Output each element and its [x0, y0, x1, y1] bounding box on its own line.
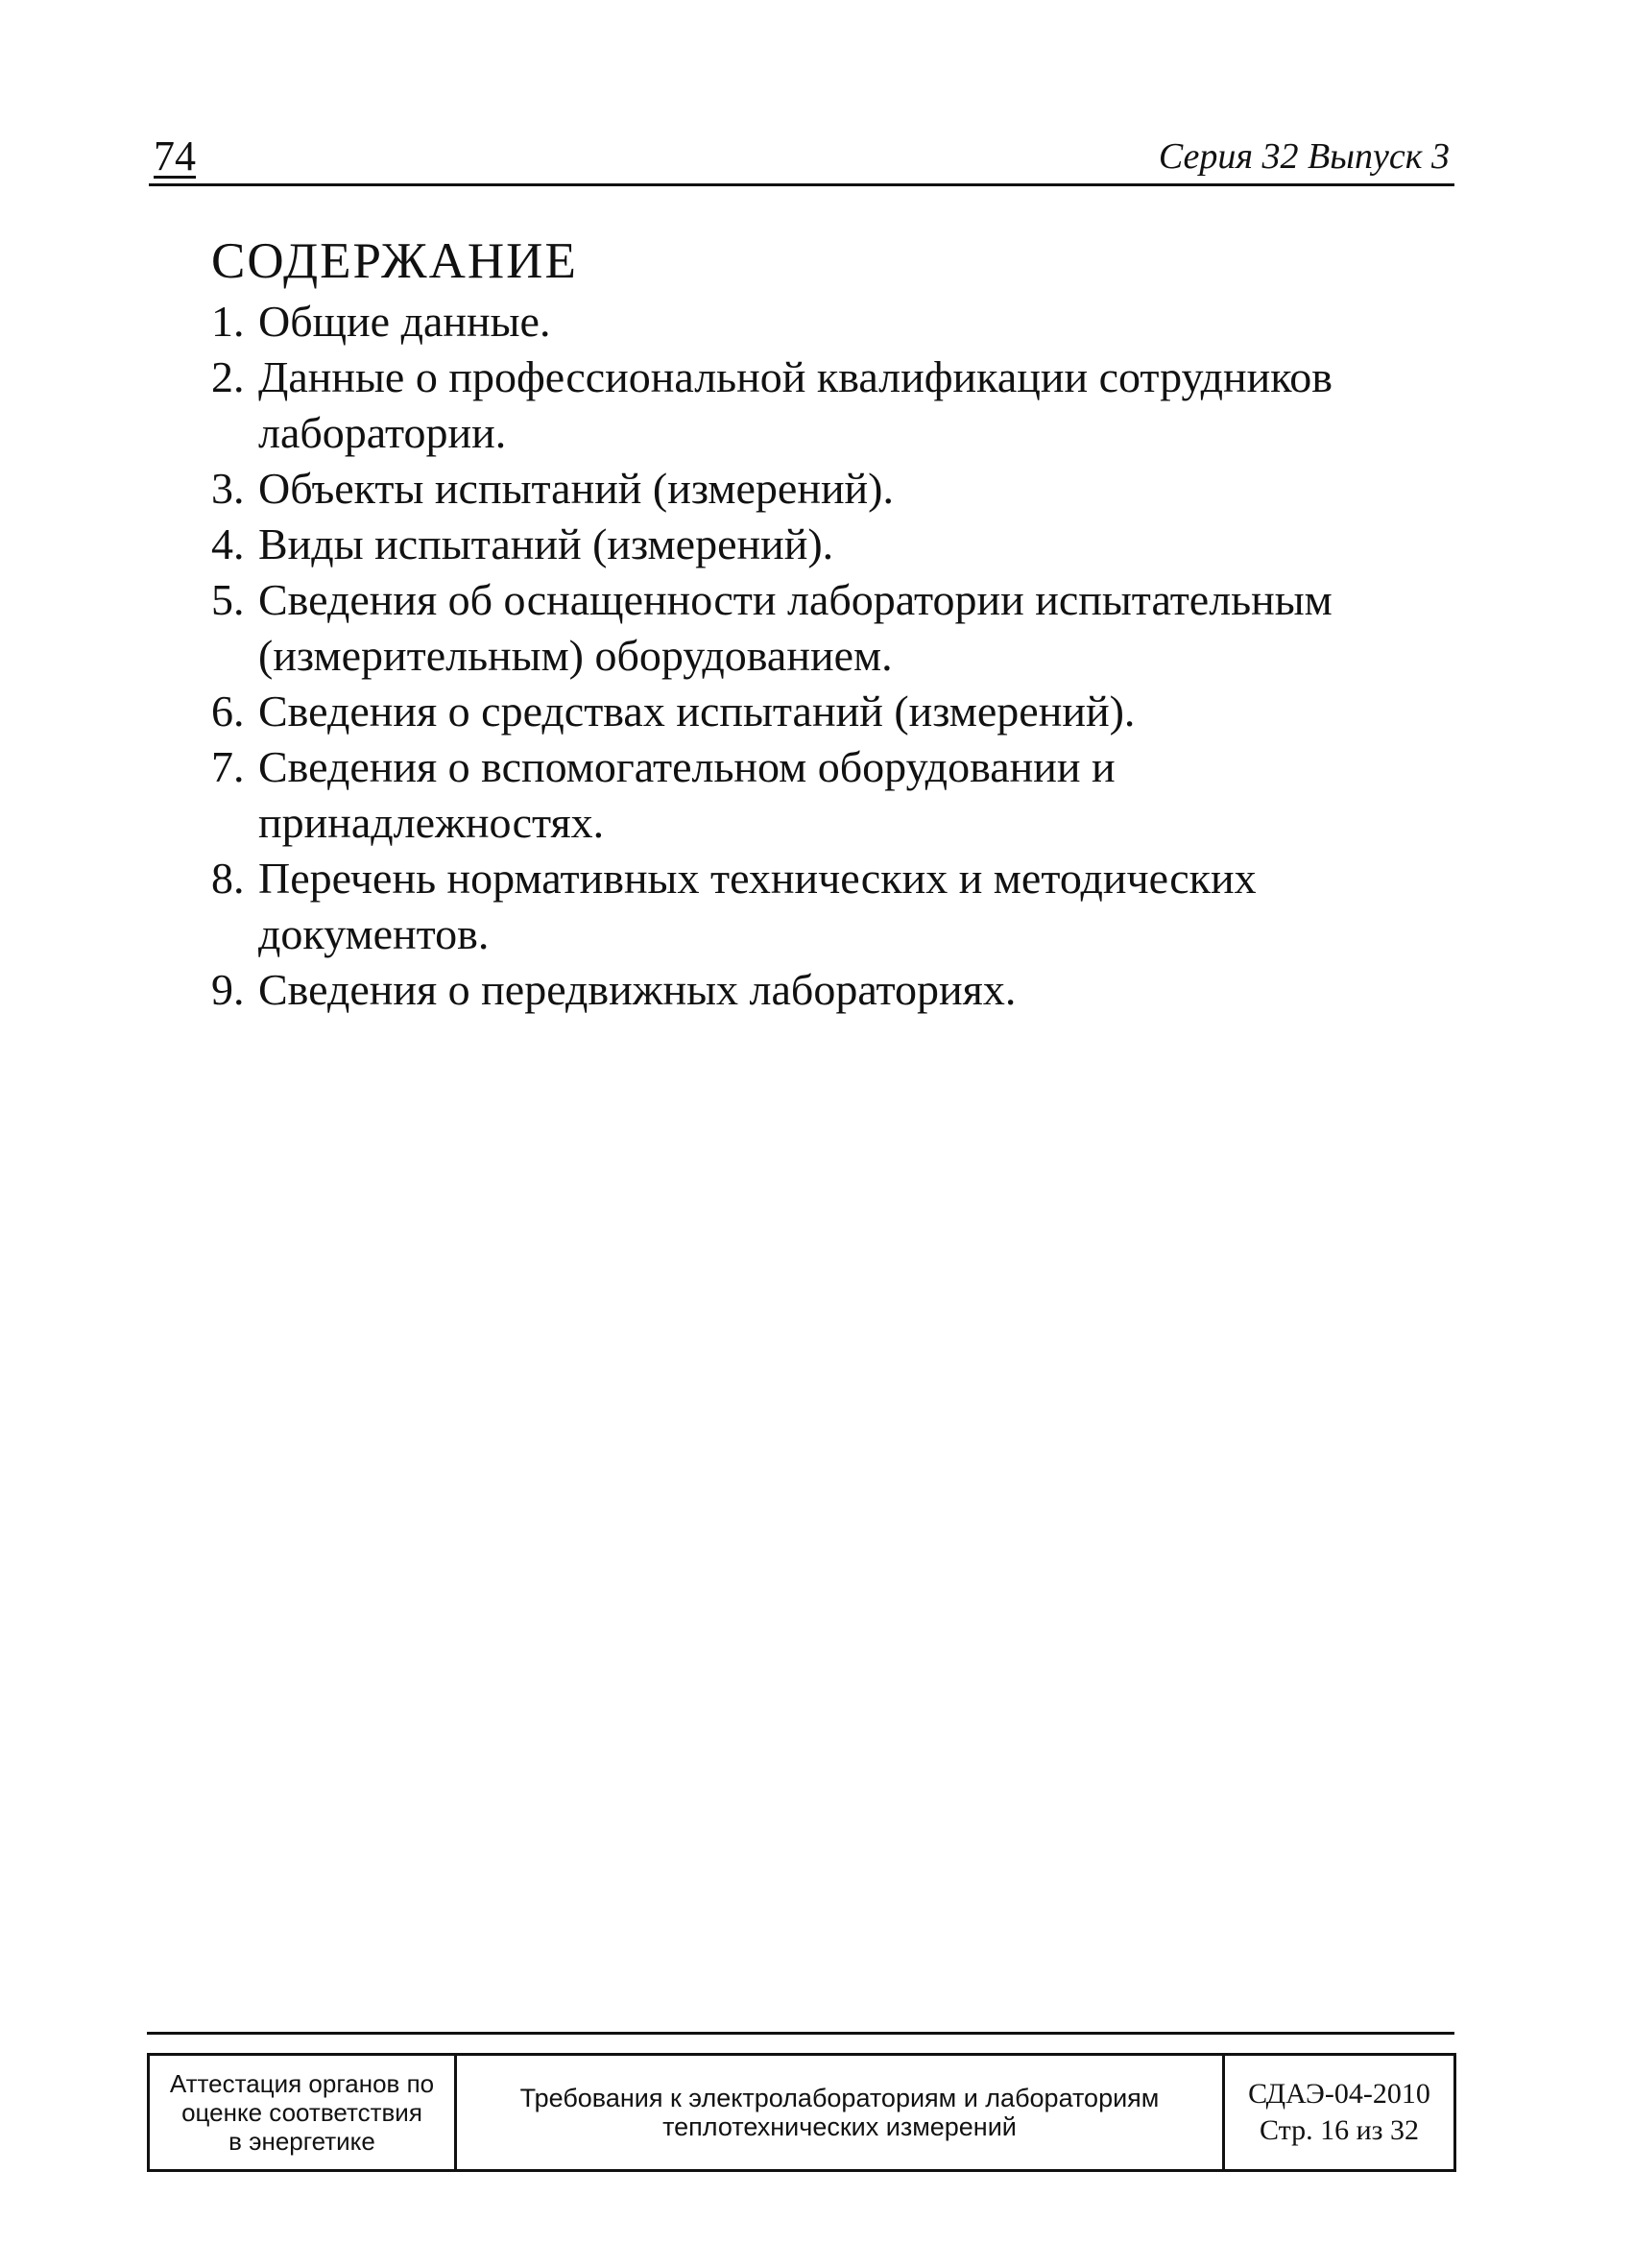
toc-item-text: Виды испытаний (измерений).	[258, 519, 834, 568]
toc-item-number: 9.	[211, 965, 245, 1014]
toc-item	[211, 851, 1450, 962]
toc-item-text: Данные о профессиональной квалификации сотрудников лаборатории.	[258, 352, 1333, 457]
toc-item-text: Сведения о средствах испытаний (измерений).	[258, 687, 1136, 736]
toc-item-text: Объекты испытаний (измерений).	[258, 464, 894, 513]
footer-organization	[150, 2056, 457, 2169]
toc-item	[211, 517, 1450, 572]
toc-item	[211, 461, 1450, 517]
footer-document-title	[457, 2056, 1225, 2169]
footer-org-line: в энергетике	[228, 2127, 375, 2156]
toc-item	[211, 684, 1450, 739]
toc-item-text: Общие данные.	[258, 297, 551, 346]
page-header	[149, 130, 1454, 186]
series-title: Серия 32 Выпуск 3	[1158, 136, 1450, 177]
page-number: 74	[154, 133, 196, 180]
table-of-contents	[211, 230, 1450, 1018]
footer-title-line: Требования к электролабораториям и лабораториям	[519, 2084, 1160, 2112]
toc-item-text: Сведения о передвижных лабораториях.	[258, 965, 1017, 1014]
toc-item	[211, 572, 1450, 684]
toc-title: СОДЕРЖАНИЕ	[211, 233, 578, 289]
footer-org-line: Аттестация органов по	[169, 2069, 435, 2098]
footer-org-line: оценке соответствия	[181, 2098, 422, 2127]
toc-item-text: Сведения о вспомогательном оборудовании и принадлежностях.	[258, 742, 1116, 847]
toc-item-number: 3.	[211, 464, 245, 513]
toc-item-number: 7.	[211, 742, 245, 791]
toc-item-text: Перечень нормативных технических и методических документов.	[258, 854, 1257, 958]
page-counter: Стр. 16 из 32	[1260, 2114, 1419, 2146]
toc-item-number: 2.	[211, 352, 245, 401]
toc-item-number: 4.	[211, 519, 245, 568]
footer-title-line: теплотехнических измерений	[662, 2112, 1017, 2141]
toc-item-text: Сведения об оснащенности лаборатории испытательным (измерительным) оборудованием.	[258, 575, 1333, 680]
toc-item-number: 8.	[211, 854, 245, 903]
footer-stamp-table	[147, 2053, 1456, 2172]
footer-divider	[147, 2032, 1454, 2035]
toc-item	[211, 962, 1450, 1018]
footer-document-code	[1225, 2056, 1453, 2169]
toc-item	[211, 350, 1450, 461]
toc-item	[211, 294, 1450, 350]
toc-item-number: 5.	[211, 575, 245, 624]
toc-item	[211, 739, 1450, 851]
document-code: СДАЭ-04-2010	[1248, 2078, 1430, 2110]
toc-item-number: 1.	[211, 297, 245, 346]
toc-list	[211, 294, 1450, 1018]
toc-item-number: 6.	[211, 687, 245, 736]
